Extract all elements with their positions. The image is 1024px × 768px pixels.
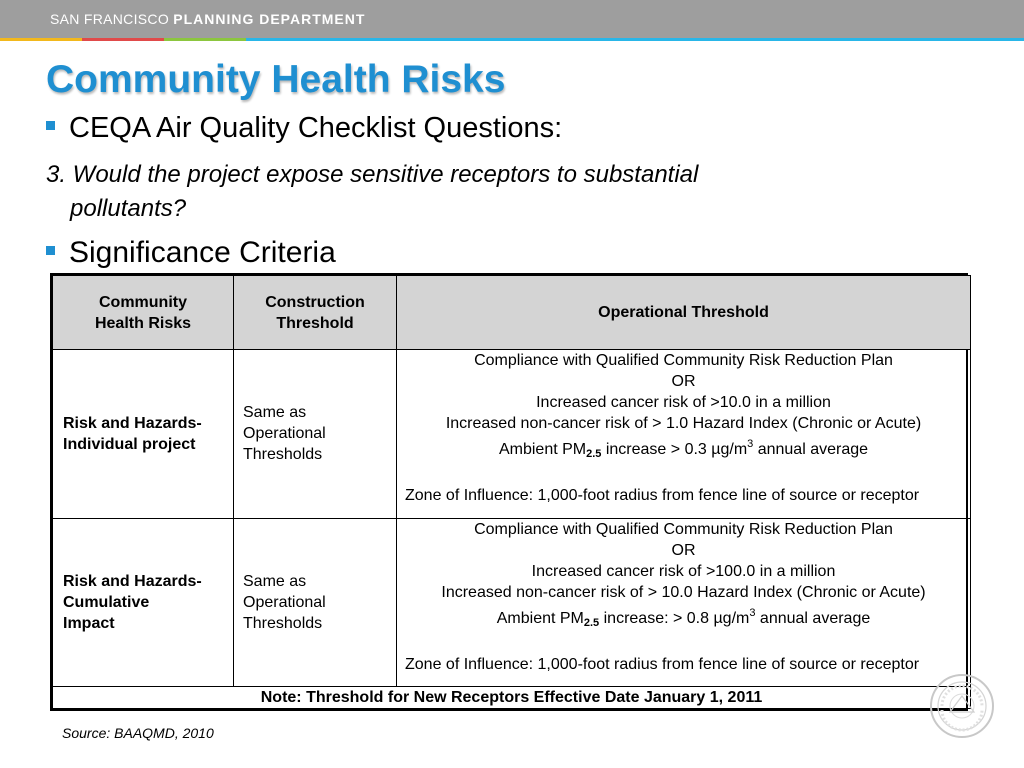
table-note-row <box>53 686 971 708</box>
accent-stripe-2 <box>82 38 164 41</box>
row-label: Risk and Hazards- Cumulative Impact <box>53 518 234 686</box>
header-construction-threshold: Construction Threshold <box>234 276 397 350</box>
compliance-line: Compliance with Qualified Community Risk Reduction Plan <box>474 352 893 370</box>
significance-criteria-table <box>50 273 968 711</box>
accent-stripe-4 <box>246 38 1024 41</box>
bullet-significance-text: Significance Criteria <box>69 236 336 269</box>
bullet-significance <box>46 236 336 270</box>
question-line-2: pollutants? <box>70 195 187 222</box>
header-bar <box>0 0 1024 38</box>
checklist-question <box>46 158 846 226</box>
construction-threshold-cell: Same as Operational Thresholds <box>234 350 397 518</box>
noncancer-risk-line: Increased non-cancer risk of > 10.0 Hazard Index (Chronic or Acute) <box>441 583 926 601</box>
brand-department: PLANNING DEPARTMENT <box>173 11 366 27</box>
operational-threshold-cell <box>397 518 971 686</box>
zone-of-influence-line: Zone of Influence: 1,000-foot radius from fence line of source or receptor <box>405 487 920 505</box>
noncancer-risk-line: Increased non-cancer risk of > 1.0 Hazard Index (Chronic or Acute) <box>445 415 922 433</box>
square-bullet-icon <box>46 121 55 130</box>
source-citation: Source: BAAQMD, 2010 <box>62 725 214 741</box>
department-logo <box>50 11 365 27</box>
pm25-line: Ambient $PM_{2.5}$ increase: > 0.8 $\mu g/m^3$ annual average <box>496 606 871 629</box>
accent-stripe-1 <box>0 38 82 41</box>
bullet-checklist-text: CEQA Air Quality Checklist Questions: <box>69 112 563 144</box>
construction-threshold-cell: Same as Operational Thresholds <box>234 518 397 686</box>
compliance-line: Compliance with Qualified Community Risk Reduction Plan <box>474 520 893 538</box>
header-community-health-risks: Community Health Risks <box>53 276 234 350</box>
square-bullet-icon <box>46 246 55 255</box>
city-seal-icon <box>928 672 996 740</box>
table-note: Note: Threshold for New Receptors Effective Date January 1, 2011 <box>53 686 971 708</box>
cancer-risk-line: Increased cancer risk of >100.0 in a million <box>531 562 836 580</box>
bullet-checklist <box>46 112 562 145</box>
table-row <box>53 350 971 518</box>
brand-city: SAN FRANCISCO <box>50 11 170 27</box>
slide-title: Community Health Risks <box>46 58 506 101</box>
table-row <box>53 518 971 686</box>
pm25-line: Ambient $PM_{2.5}$ increase > 0.3 $\mu g/m^3$ annual average <box>498 438 869 461</box>
header-operational-threshold: Operational Threshold <box>397 276 971 350</box>
accent-stripe-3 <box>164 38 246 41</box>
question-line-1: 3. Would the project expose sensitive receptors to substantial <box>46 161 699 188</box>
zone-of-influence-line: Zone of Influence: 1,000-foot radius from fence line of source or receptor <box>405 655 920 673</box>
table-header-row <box>53 276 971 350</box>
row-label: Risk and Hazards- Individual project <box>53 350 234 518</box>
or-line: OR <box>671 541 696 559</box>
or-line: OR <box>671 373 696 391</box>
operational-threshold-cell <box>397 350 971 518</box>
cancer-risk-line: Increased cancer risk of >10.0 in a million <box>536 394 831 412</box>
